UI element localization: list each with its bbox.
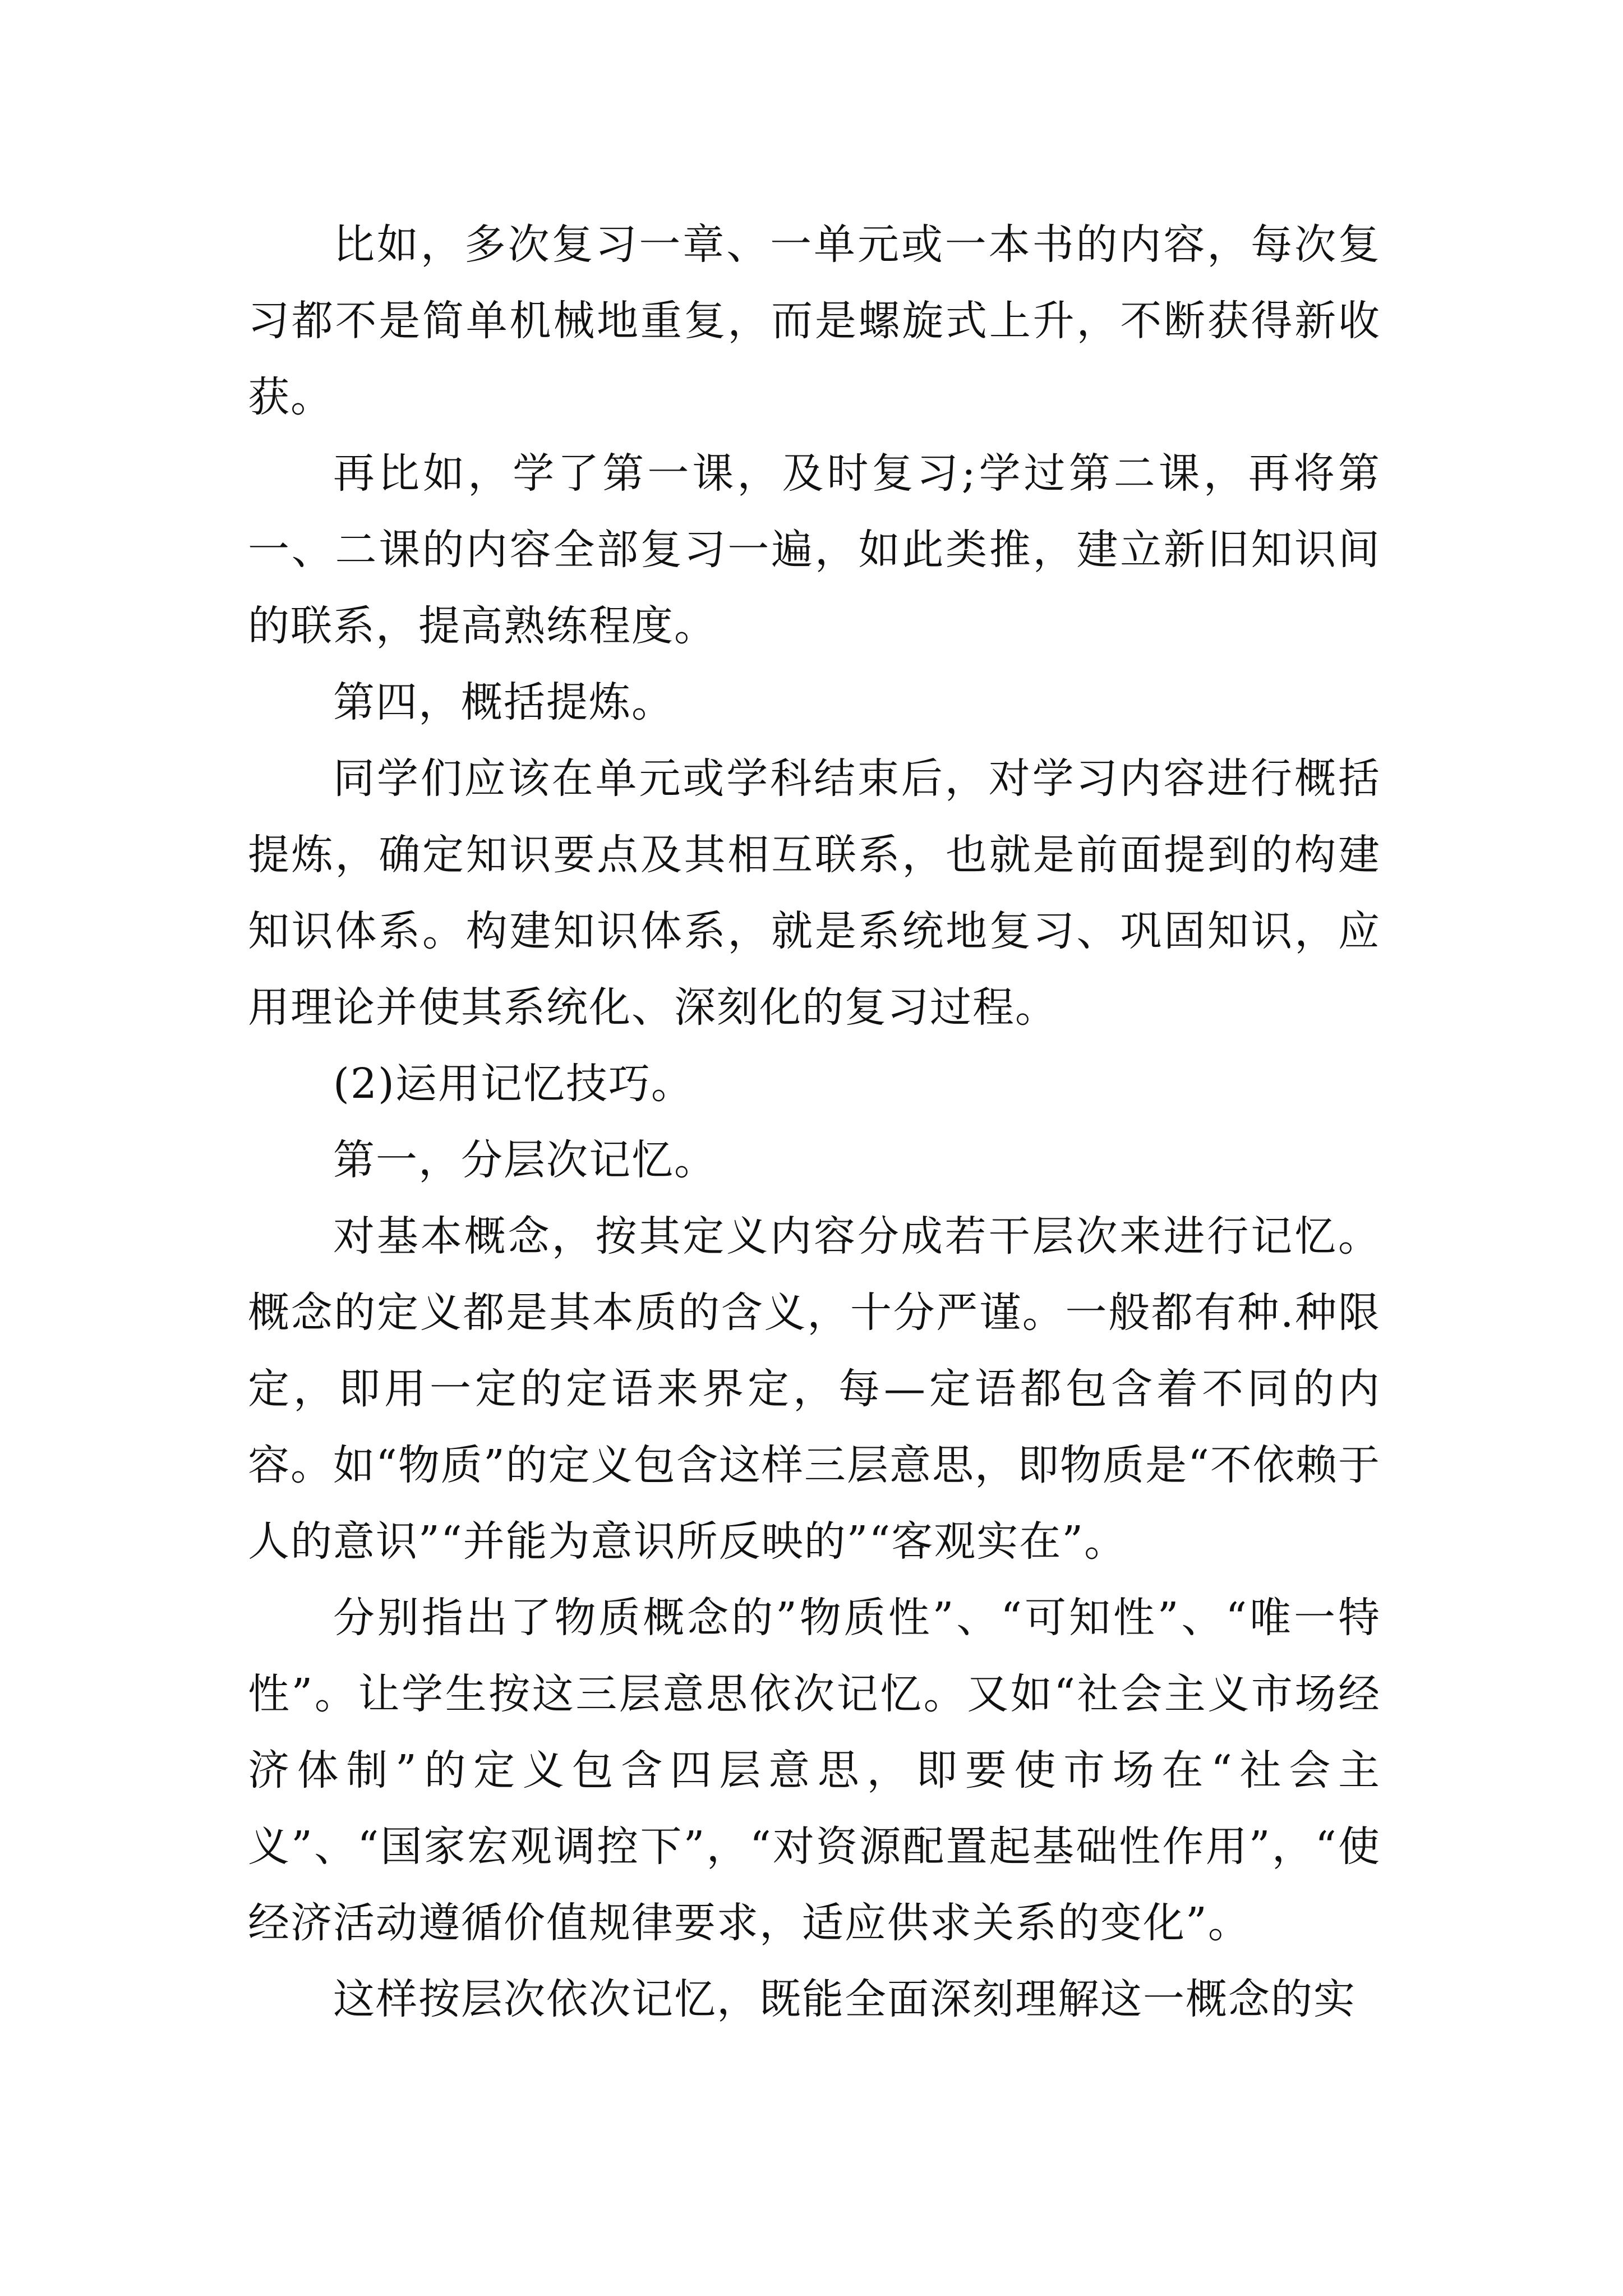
paragraph-5: (2)运用记忆技巧。 (333, 1060, 694, 1108)
paragraph-1: 比如，多次复习一章、一单元或一本书的内容，每次复习都不是简单机械地重复，而是螺旋式上升，不断获得新收获。 (248, 220, 1381, 421)
document-body (248, 206, 1381, 2037)
paragraph-7: 对基本概念，按其定义内容分成若干层次来进行记忆。概念的定义都是其本质的含义，十分严谨。一般都有种.种限定，即用一定的定语来界定，每—定语都包含着不同的内容。如“物质”的定义包含这样三层意思，即物质是“不依赖于人的意识”“并能为意识所反映的”“客观实在”。 (248, 1212, 1381, 1566)
paragraph-8: 分别指出了物质概念的”物质性”、“可知性”、“唯一特性”。让学生按这三层意思依次记忆。又如“社会主义市场经济体制”的定义包含四层意思，即要使市场在“社会主义”、“国家宏观调控下”，“对资源配置起基础性作用”，“使经济活动遵循价值规律要求，适应供求关系的变化”。 (248, 1594, 1381, 1947)
paragraph-3: 第四，概括提炼。 (333, 678, 674, 726)
paragraph-9: 这样按层次依次记忆，既能全面深刻理解这一概念的实 (333, 1975, 1356, 2023)
paragraph-4: 同学们应该在单元或学科结束后，对学习内容进行概括提炼，确定知识要点及其相互联系，也就是前面提到的构建知识体系。构建知识体系，就是系统地复习、巩固知识，应用理论并使其系统化、深刻化的复习过程。 (248, 754, 1381, 1032)
paragraph-6: 第一，分层次记忆。 (333, 1136, 717, 1184)
paragraph-2: 再比如，学了第一课，及时复习;学过第二课，再将第一、二课的内容全部复习一遍，如此类推，建立新旧知识间的联系，提高熟练程度。 (248, 449, 1381, 650)
